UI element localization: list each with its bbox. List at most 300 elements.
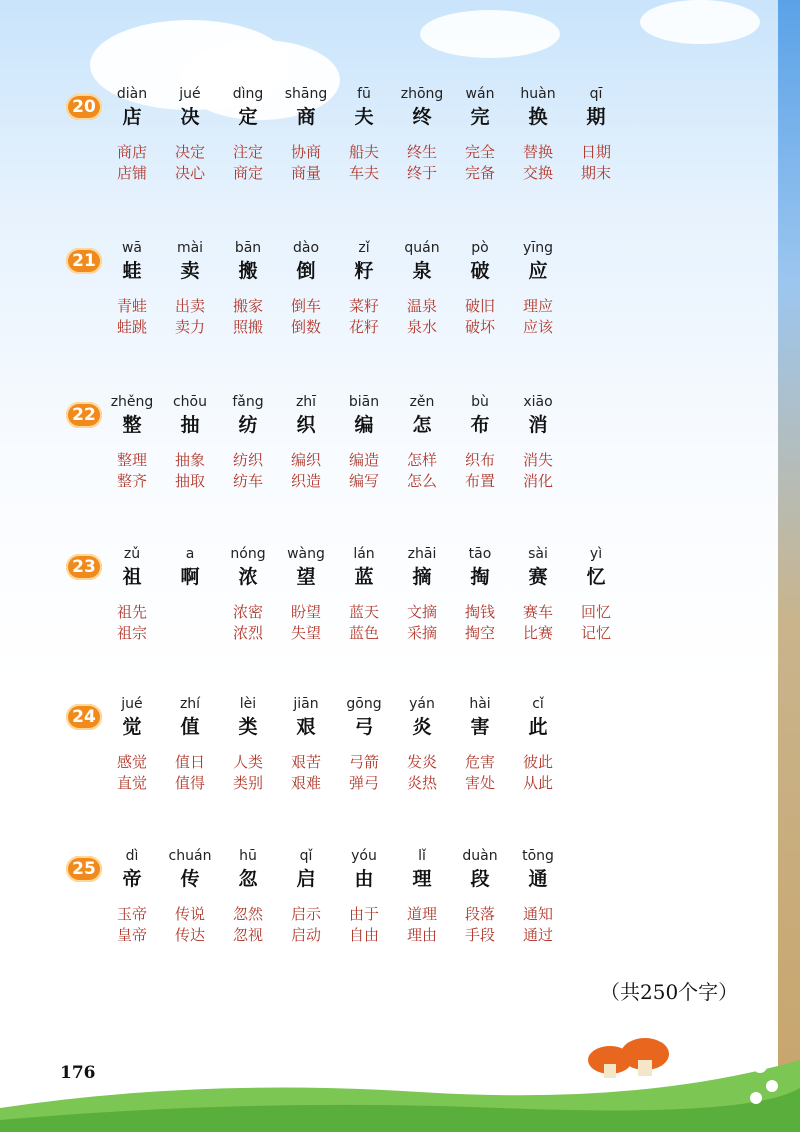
pinyin: chuán (168, 848, 212, 864)
character-cell (450, 238, 510, 284)
character-cell (160, 846, 220, 892)
lesson-group (66, 694, 706, 804)
example-word: 浓密 (232, 603, 263, 621)
hanzi: 帝 (122, 868, 142, 890)
character-cell (392, 544, 452, 590)
pinyin: duàn (462, 848, 498, 864)
hanzi: 消 (528, 414, 548, 436)
hanzi: 破 (470, 260, 490, 282)
word-column (334, 602, 394, 644)
example-word: 编造 (348, 451, 379, 469)
word-column (276, 142, 336, 184)
hanzi: 赛 (528, 566, 548, 588)
character-row (102, 544, 702, 604)
pinyin: fū (357, 86, 371, 102)
example-word: 传说 (174, 905, 205, 923)
character-cell (508, 392, 568, 438)
example-word: 感觉 (116, 753, 147, 771)
character-cell (160, 392, 220, 438)
word-column (508, 602, 568, 644)
example-word: 赛车 (522, 603, 553, 621)
example-word: 抽象 (174, 451, 205, 469)
character-row (102, 238, 702, 298)
example-word: 完全 (464, 143, 495, 161)
hanzi: 启 (296, 868, 316, 890)
example-word: 蓝天 (348, 603, 379, 621)
hanzi: 掏 (470, 566, 490, 588)
example-word: 理由 (406, 926, 437, 944)
example-word: 温泉 (406, 297, 437, 315)
word-row (102, 142, 702, 188)
example-word: 协商 (290, 143, 321, 161)
example-word: 编织 (290, 451, 321, 469)
pinyin: tāo (468, 546, 492, 562)
character-cell (102, 846, 162, 892)
word-row (102, 904, 702, 950)
pinyin: dìng (232, 86, 264, 102)
hanzi: 终 (412, 106, 432, 128)
example-word: 害处 (464, 774, 495, 792)
hanzi: 值 (180, 716, 200, 738)
example-word: 店铺 (116, 164, 147, 182)
example-word: 花籽 (348, 318, 379, 336)
example-word: 照搬 (232, 318, 263, 336)
pinyin: jiān (293, 696, 319, 712)
word-column (276, 602, 336, 644)
example-word: 蓝色 (348, 624, 379, 642)
character-cell (508, 694, 568, 740)
example-word: 消化 (522, 472, 553, 490)
example-word: 道理 (406, 905, 437, 923)
pinyin: lǐ (418, 848, 426, 864)
word-column (218, 904, 278, 946)
hanzi: 望 (296, 566, 316, 588)
hanzi: 艰 (296, 716, 316, 738)
word-column (392, 752, 452, 794)
hanzi: 浓 (238, 566, 258, 588)
grass-field-illustration (0, 1038, 800, 1132)
lesson-number-badge: 24 (66, 704, 102, 730)
example-word: 通知 (522, 905, 553, 923)
character-cell (218, 694, 278, 740)
example-word: 由于 (348, 905, 379, 923)
example-word: 纺织 (232, 451, 263, 469)
example-word: 浓烈 (232, 624, 263, 642)
character-row (102, 694, 702, 754)
pinyin: zhī (295, 394, 317, 410)
word-column (102, 142, 162, 184)
word-column (218, 142, 278, 184)
word-column (508, 904, 568, 946)
example-word: 织布 (464, 451, 495, 469)
pinyin: zhí (179, 696, 201, 712)
example-word: 织造 (290, 472, 321, 490)
hanzi: 完 (470, 106, 490, 128)
example-word: 日期 (580, 143, 611, 161)
pinyin: cǐ (532, 696, 544, 712)
word-column (276, 450, 336, 492)
character-cell (160, 84, 220, 130)
example-word: 记忆 (580, 624, 611, 642)
word-column (392, 142, 452, 184)
example-word: 替换 (522, 143, 553, 161)
example-word: 破旧 (464, 297, 495, 315)
character-cell (160, 544, 220, 590)
pinyin: wā (121, 240, 143, 256)
character-cell (218, 846, 278, 892)
word-column (450, 752, 510, 794)
character-cell (276, 694, 336, 740)
pinyin: pò (471, 240, 489, 256)
character-cell (334, 238, 394, 284)
hanzi: 搬 (238, 260, 258, 282)
hanzi: 由 (354, 868, 374, 890)
total-count: （共250个字） (600, 980, 739, 1004)
example-word: 倒数 (290, 318, 321, 336)
hanzi: 店 (122, 106, 142, 128)
character-cell (102, 84, 162, 130)
example-word: 彼此 (522, 753, 553, 771)
hanzi: 啊 (180, 566, 200, 588)
character-cell (508, 238, 568, 284)
hanzi: 害 (470, 716, 490, 738)
character-cell (160, 694, 220, 740)
pinyin: diàn (116, 86, 148, 102)
hanzi: 泉 (412, 260, 432, 282)
word-row (102, 752, 702, 798)
example-word: 弓箭 (348, 753, 379, 771)
pinyin: quán (404, 240, 440, 256)
character-cell (392, 238, 452, 284)
pinyin: hài (469, 696, 491, 712)
pinyin: chōu (172, 394, 207, 410)
example-word: 通过 (522, 926, 553, 944)
character-cell (334, 846, 394, 892)
word-column (102, 752, 162, 794)
example-word: 传达 (174, 926, 205, 944)
word-column (102, 296, 162, 338)
example-word: 直觉 (116, 774, 147, 792)
word-column (450, 602, 510, 644)
word-column (508, 450, 568, 492)
word-column (102, 904, 162, 946)
word-row (102, 602, 702, 648)
hanzi: 蛙 (122, 260, 142, 282)
example-word: 搬家 (232, 297, 263, 315)
word-column (276, 752, 336, 794)
character-cell (334, 694, 394, 740)
pinyin: zěn (409, 394, 435, 410)
example-word: 完备 (464, 164, 495, 182)
character-cell (102, 392, 162, 438)
pinyin: mài (176, 240, 204, 256)
character-cell (508, 846, 568, 892)
word-column (218, 602, 278, 644)
word-column (218, 450, 278, 492)
example-word: 自由 (348, 926, 379, 944)
hanzi: 觉 (122, 716, 142, 738)
example-word: 艰难 (290, 774, 321, 792)
pinyin: lán (353, 546, 375, 562)
pinyin: tōng (522, 848, 554, 864)
example-word: 比赛 (522, 624, 553, 642)
character-row (102, 846, 702, 906)
pinyin: fǎng (232, 394, 264, 410)
example-word: 理应 (522, 297, 553, 315)
lesson-number-badge: 25 (66, 856, 102, 882)
word-column (566, 602, 626, 644)
example-word: 值得 (174, 774, 205, 792)
lesson-group (66, 846, 706, 956)
example-word: 回忆 (580, 603, 611, 621)
hanzi: 决 (180, 106, 200, 128)
word-column (218, 296, 278, 338)
example-word: 商定 (232, 164, 263, 182)
pinyin: qǐ (299, 848, 313, 864)
example-word: 人类 (232, 753, 263, 771)
hanzi: 类 (238, 716, 258, 738)
example-word: 危害 (464, 753, 495, 771)
character-cell (218, 392, 278, 438)
hanzi: 通 (528, 868, 548, 890)
example-word: 怎样 (406, 451, 437, 469)
word-column (508, 296, 568, 338)
example-word: 决心 (174, 164, 205, 182)
word-column (334, 296, 394, 338)
example-word: 段落 (464, 905, 495, 923)
pinyin: yán (409, 696, 435, 712)
character-cell (102, 238, 162, 284)
hanzi: 抽 (180, 414, 200, 436)
example-word: 决定 (174, 143, 205, 161)
hanzi: 蓝 (354, 566, 374, 588)
character-cell (392, 694, 452, 740)
example-word: 祖先 (116, 603, 147, 621)
example-word: 船夫 (348, 143, 379, 161)
example-word: 采摘 (406, 624, 437, 642)
example-word: 祖宗 (116, 624, 147, 642)
character-cell (450, 694, 510, 740)
word-column (392, 450, 452, 492)
hanzi: 段 (470, 868, 490, 890)
hanzi: 此 (528, 716, 548, 738)
character-cell (392, 84, 452, 130)
pinyin: zǐ (358, 240, 370, 256)
word-column (450, 904, 510, 946)
pinyin: yóu (351, 848, 377, 864)
example-word: 掏空 (464, 624, 495, 642)
word-column (218, 752, 278, 794)
pinyin: qī (589, 86, 603, 102)
hanzi: 布 (470, 414, 490, 436)
character-cell (102, 694, 162, 740)
pinyin: xiāo (523, 394, 553, 410)
example-word: 编写 (348, 472, 379, 490)
pinyin: gōng (346, 696, 382, 712)
pinyin: wàng (287, 546, 325, 562)
example-word: 商量 (290, 164, 321, 182)
hanzi: 应 (528, 260, 548, 282)
example-word: 破坏 (464, 318, 495, 336)
hanzi: 传 (180, 868, 200, 890)
character-cell (508, 544, 568, 590)
word-column (102, 602, 162, 644)
example-word: 倒车 (290, 297, 321, 315)
word-column (160, 752, 220, 794)
word-row (102, 450, 702, 496)
example-word: 怎么 (406, 472, 437, 490)
pinyin: sài (528, 546, 548, 562)
hanzi: 整 (122, 414, 142, 436)
hanzi: 祖 (122, 566, 142, 588)
pinyin: zhōng (400, 86, 444, 102)
word-column (160, 450, 220, 492)
hanzi: 炎 (412, 716, 432, 738)
word-row (102, 296, 702, 342)
character-cell (450, 846, 510, 892)
word-column (276, 904, 336, 946)
word-column (334, 142, 394, 184)
hanzi: 弓 (354, 716, 374, 738)
example-word: 皇帝 (116, 926, 147, 944)
word-column (392, 296, 452, 338)
pinyin: yì (589, 546, 603, 562)
example-word: 类别 (232, 774, 263, 792)
character-cell (218, 544, 278, 590)
character-cell (276, 84, 336, 130)
character-cell (334, 84, 394, 130)
word-column (160, 904, 220, 946)
hanzi: 商 (296, 106, 316, 128)
character-cell (392, 846, 452, 892)
character-cell (276, 846, 336, 892)
pinyin: biān (348, 394, 380, 410)
word-column (392, 602, 452, 644)
word-column (160, 142, 220, 184)
example-word: 终生 (406, 143, 437, 161)
pinyin: dào (292, 240, 320, 256)
word-column (508, 752, 568, 794)
word-column (566, 142, 626, 184)
character-cell (450, 544, 510, 590)
example-word: 手段 (464, 926, 495, 944)
pinyin: bān (234, 240, 262, 256)
pinyin: jué (179, 86, 201, 102)
pinyin: zhāi (407, 546, 437, 562)
example-word: 启动 (290, 926, 321, 944)
character-cell (160, 238, 220, 284)
example-word: 青蛙 (116, 297, 147, 315)
example-word: 炎热 (406, 774, 437, 792)
example-word: 卖力 (174, 318, 205, 336)
hanzi: 换 (528, 106, 548, 128)
example-word: 忽然 (232, 905, 263, 923)
example-word: 盼望 (290, 603, 321, 621)
hanzi: 期 (586, 106, 606, 128)
example-word: 布置 (464, 472, 495, 490)
character-cell (450, 84, 510, 130)
lesson-group (66, 392, 706, 502)
hanzi: 纺 (238, 414, 258, 436)
lesson-number-badge: 23 (66, 554, 102, 580)
lesson-number-badge: 20 (66, 94, 102, 120)
character-cell (392, 392, 452, 438)
example-word: 抽取 (174, 472, 205, 490)
pinyin: huàn (520, 86, 556, 102)
word-column (508, 142, 568, 184)
word-column (450, 142, 510, 184)
pinyin: shāng (284, 86, 328, 102)
example-word: 忽视 (232, 926, 263, 944)
pinyin: yīng (523, 240, 553, 256)
hanzi: 忆 (586, 566, 606, 588)
word-column (334, 904, 394, 946)
hanzi: 忽 (238, 868, 258, 890)
example-word: 菜籽 (348, 297, 379, 315)
hanzi: 织 (296, 414, 316, 436)
word-column (160, 296, 220, 338)
pinyin: wán (465, 86, 495, 102)
lesson-group (66, 544, 706, 654)
lesson-number-badge: 21 (66, 248, 102, 274)
example-word: 应该 (522, 318, 553, 336)
character-cell (566, 544, 626, 590)
character-row (102, 392, 702, 452)
hanzi: 籽 (354, 260, 374, 282)
character-cell (508, 84, 568, 130)
word-column (334, 752, 394, 794)
word-column (450, 450, 510, 492)
example-word: 整理 (116, 451, 147, 469)
character-cell (566, 84, 626, 130)
character-cell (450, 392, 510, 438)
character-cell (334, 544, 394, 590)
example-word: 蛙跳 (116, 318, 147, 336)
hanzi: 编 (354, 414, 374, 436)
example-word: 期末 (580, 164, 611, 182)
example-word: 掏钱 (464, 603, 495, 621)
example-word: 值日 (174, 753, 205, 771)
hanzi: 怎 (412, 414, 432, 436)
character-row (102, 84, 702, 144)
hanzi: 卖 (180, 260, 200, 282)
lesson-number-badge: 22 (66, 402, 102, 428)
lesson-group (66, 238, 706, 348)
example-word: 文摘 (406, 603, 437, 621)
example-word: 泉水 (406, 318, 437, 336)
example-word: 纺车 (232, 472, 263, 490)
word-column (102, 450, 162, 492)
page-number: 176 (60, 1063, 96, 1083)
character-cell (334, 392, 394, 438)
pinyin: lèi (239, 696, 257, 712)
pinyin: a (185, 546, 195, 562)
pinyin: zhěng (110, 394, 154, 410)
pinyin: nóng (230, 546, 266, 562)
hanzi: 倒 (296, 260, 316, 282)
example-word: 艰苦 (290, 753, 321, 771)
example-word: 从此 (522, 774, 553, 792)
character-cell (276, 544, 336, 590)
word-column (450, 296, 510, 338)
pinyin: jué (121, 696, 143, 712)
word-column (276, 296, 336, 338)
hanzi: 理 (412, 868, 432, 890)
pinyin: hū (239, 848, 257, 864)
character-cell (102, 544, 162, 590)
example-word: 消失 (522, 451, 553, 469)
pinyin: dì (125, 848, 139, 864)
